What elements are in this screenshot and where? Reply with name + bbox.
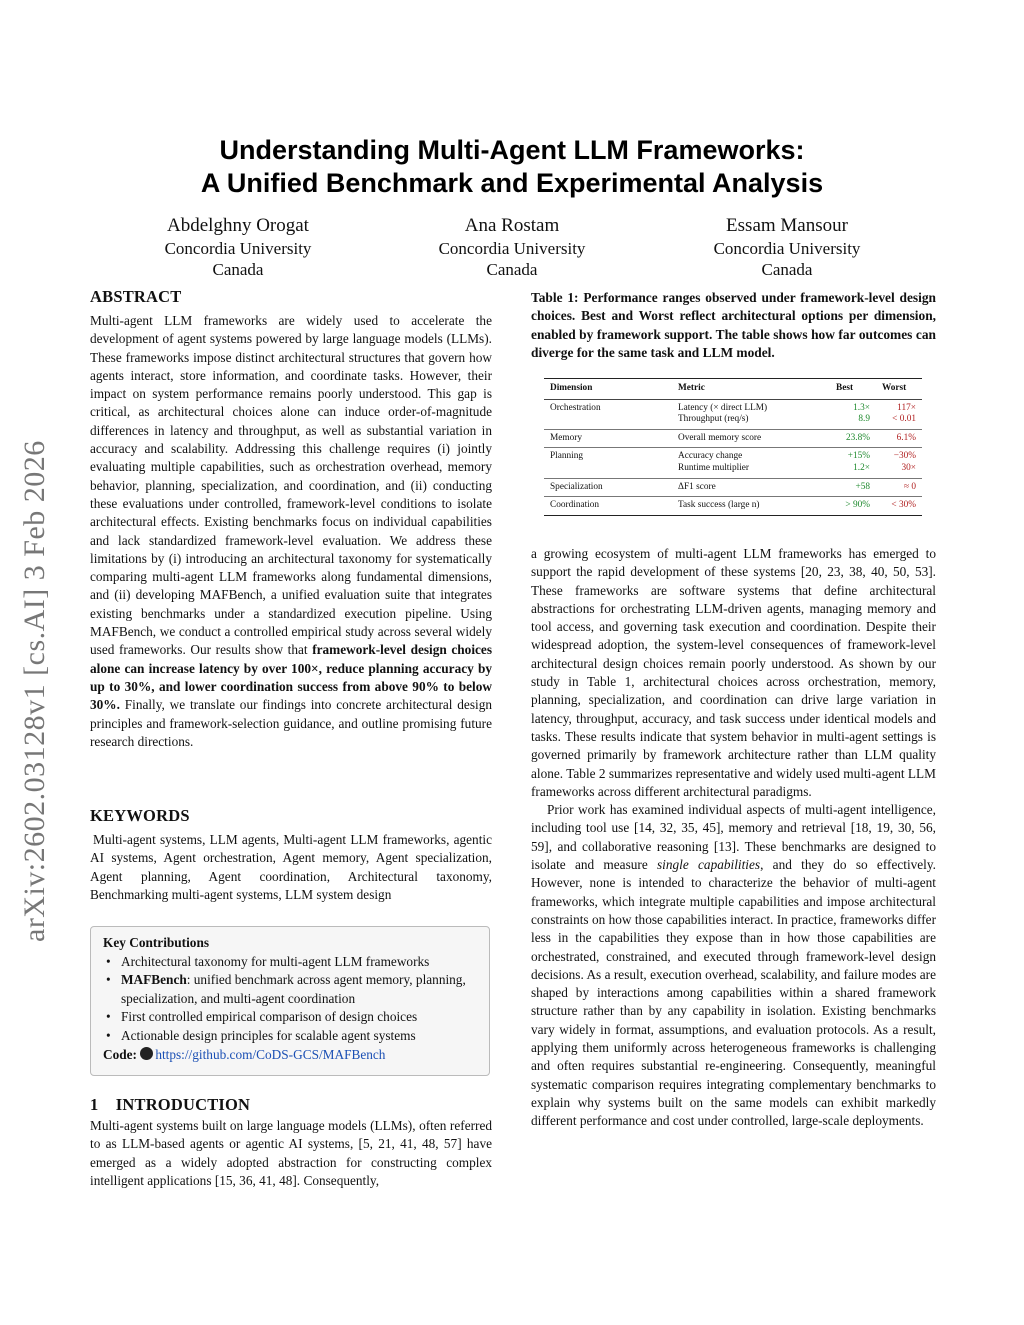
author-name: Ana Rostam (464, 215, 560, 236)
table1-caption (531, 289, 936, 363)
table-row (544, 448, 922, 478)
author-name: Abdelghny Orogat (167, 215, 309, 236)
abstract-text-bold: framework-level design choices alone can increase latency by over 100×, reduce planning accuracy by up to 30%, and lower coordination success from above 90% to below 30%. (90, 642, 492, 713)
keywords-heading: KEYWORDS (90, 806, 190, 825)
introduction-text-left: Multi-agent systems built on large language models (LLMs), often referred to as LLM-based agents or agentic AI systems, [5, 21, 41, 48, 57] have emerged as a widely adopted abstraction for constructing complex intelligent applications [15, 36, 41, 48]. Consequently, (90, 1118, 492, 1188)
worst-value: 117× (897, 402, 916, 413)
table-row (544, 497, 922, 516)
intro-p2-b: , and they do so effectively. However, none is intended to characterize the behavior of multi-agent frameworks, which integrate multiple capabilities and impose architectural constraints on how those capabilities interact. In practice, frameworks differ less in the capabilities they expose than in how those capabilities are orchestrated, constrained, and executed through framework-level design decisions. As a result, execution overhead, scalability, and failure modes are shaped by interactions among capabilities within a shared framework structure rather than by any capability in isolation. Existing benchmarks vary widely in format, assumptions, and evaluation protocols. As a result, applying them uniformly across heterogeneous frameworks is challenging and often requires substantial re-engineering. Consequently, meaningful systematic comparison requires integrating complementary benchmarks to explain why systems built on the same models can exhibit markedly different performance and cost under controlled, large-scale deployments. (531, 857, 936, 1129)
metric-line: Throughput (req/s) (678, 414, 749, 425)
table-cell-metric: ΔF1 score (672, 478, 830, 497)
abstract-heading: ABSTRACT (90, 287, 182, 306)
table-cell-best: +58 (830, 478, 876, 497)
table-header-worst: Worst (876, 379, 922, 400)
metric-line: Runtime multiplier (678, 462, 750, 473)
best-value: +15% (847, 451, 870, 462)
keywords-section (90, 806, 492, 904)
contribution-item: • Architectural taxonomy for multi-agent LLM frameworks (103, 953, 477, 972)
author-2 (382, 214, 642, 280)
table-cell-dimension: Planning (544, 448, 672, 478)
author-1 (108, 214, 368, 280)
abstract-text-b: Finally, we translate our findings into concrete architectural design principles and framework-selection guidance, and outline promising future research directions. (90, 697, 492, 749)
abstract-text (90, 312, 492, 751)
table-cell-dimension: Coordination (544, 497, 672, 516)
contributions-list (103, 953, 477, 1046)
table-cell-metric: Task success (large n) (672, 497, 830, 516)
code-link[interactable]: https://github.com/CoDS-GCS/MAFBench (155, 1046, 386, 1062)
author-affiliation: Concordia University (164, 239, 312, 258)
introduction-paragraph-2 (531, 801, 936, 1130)
introduction-right-column (531, 545, 936, 1131)
metric-line: Latency (× direct LLM) (678, 402, 768, 413)
best-value: 1.2× (853, 462, 870, 473)
contribution-item-bold: MAFBench (121, 972, 187, 988)
table-cell-best (830, 448, 876, 478)
arxiv-stamp: arXiv:2602.03128v1 [cs.AI] 3 Feb 2026 (18, 440, 51, 942)
best-value: 1.3× (853, 402, 870, 413)
author-country: Canada (486, 260, 538, 279)
author-affiliation: Concordia University (713, 239, 861, 258)
contribution-item: • First controlled empirical comparison of design choices (103, 1008, 477, 1027)
metric-line: Accuracy change (678, 451, 743, 462)
contributions-heading: Key Contributions (103, 935, 210, 950)
worst-value: 30× (901, 462, 916, 473)
abstract-text-a: Multi-agent LLM frameworks are widely used to accelerate the development of agent systems powered by large language models (LLMs). These frameworks impose distinct architectural structures that govern how agents interact, store information, and coordinate tasks. However, their impact on system performance remains poorly understood. This gap is critical, as architectural choices alone can induce order-of-magnitude differences in latency and throughput, as well as substantial variation in accuracy and scalability. Addressing this challenge requires (i) jointly evaluating multiple capabilities, such as orchestration overhead, memory behavior, planning, specialization, and coordination, and (ii) conducting these evaluations under controlled, framework-level conditions to isolate architectural effects. Existing benchmarks focus on individual capabilities and lack standardized framework-level evaluation. We address these limitations by (i) introducing an architectural taxonomy for systematically comparing multi-agent LLM frameworks along fundamental dimensions, and (ii) developing MAFBench, a unified evaluation suite that integrates existing benchmarks under a standardized execution pipeline. Using MAFBench, we conduct a controlled empirical study across several widely used frameworks. Our results show that (90, 313, 492, 658)
table-cell-worst (876, 399, 922, 429)
keywords-text: Multi-agent systems, LLM agents, Multi-agent LLM frameworks, agentic AI systems, Agent orchestration, Agent memory, Agent specialization, Agent planning, Agent coordination, Architectural taxonomy, Benchmarking multi-agent systems, LLM system design (90, 832, 492, 902)
table1-caption-text: Table 1: Performance ranges observed under framework-level design choices. Best and Worst reflect architectural options per dimension, enabled by framework support. The table shows how far outcomes can diverge for the same task and LLM model. (531, 290, 936, 361)
table-header-dimension: Dimension (544, 379, 672, 400)
contribution-item (103, 971, 477, 1008)
paper-title (0, 134, 1024, 200)
contribution-item: • Actionable design principles for scalable agent systems (103, 1027, 477, 1046)
table1 (544, 378, 922, 516)
introduction-paragraph-1: a growing ecosystem of multi-agent LLM frameworks has emerged to support the rapid development of these systems [20, 23, 38, 40, 50, 53]. These frameworks are software systems that define architectural abstractions for orchestrating LLM-driven agents, managing memory and tool access, and governing task execution and coordination. Despite their widespread adoption, the system-level consequences of framework-level architectural design choices remain poorly understood. As shown by our study in Table 1, architectural choices across orchestration, memory, planning, specialization, and coordination can drive large variation in latency, throughput, accuracy, and task success under identical models and tasks. These results indicate that system behavior in multi-agent settings is governed primarily by framework architecture rather than LLM quality alone. Table 2 summarizes representative and widely used multi-agent LLM frameworks across different architectural paradigms. (531, 546, 936, 799)
table-cell-best: 23.8% (830, 429, 876, 448)
worst-value: < 0.01 (892, 414, 916, 425)
author-affiliation: Concordia University (438, 239, 586, 258)
introduction-section (90, 1095, 492, 1190)
table-row (544, 478, 922, 497)
key-contributions-box (90, 926, 490, 1076)
introduction-heading: 1 INTRODUCTION (90, 1095, 251, 1114)
author-name: Essam Mansour (726, 215, 848, 236)
author-3 (657, 214, 917, 280)
table-header-best: Best (830, 379, 876, 400)
table-cell-dimension: Memory (544, 429, 672, 448)
author-country: Canada (212, 260, 264, 279)
author-country: Canada (761, 260, 813, 279)
title-line-2: A Unified Benchmark and Experimental Analysis (200, 168, 824, 198)
table-cell-metric: Overall memory score (672, 429, 830, 448)
table-cell-worst: 6.1% (876, 429, 922, 448)
table-cell-best (830, 399, 876, 429)
best-value: 8.9 (858, 414, 870, 425)
table-cell-dimension: Orchestration (550, 402, 601, 413)
title-line-1: Understanding Multi-Agent LLM Frameworks: (219, 135, 805, 165)
table-cell-best: > 90% (830, 497, 876, 516)
intro-p2-emphasis: single capabilities (657, 857, 761, 873)
table-cell-dimension: Specialization (544, 478, 672, 497)
table-row (544, 429, 922, 448)
code-line (103, 1046, 477, 1065)
code-label: Code: (103, 1046, 137, 1062)
table-header-row (544, 379, 922, 400)
abstract-section (90, 287, 492, 751)
table-cell-metric (672, 399, 830, 429)
table-row (544, 399, 922, 429)
intro-p2-a: Prior work has examined individual aspects of multi-agent intelligence, including tool use [14, 32, 35, 45], memory and retrieval [18, 19, 30, 56, 59], and collaborative reasoning [13]. These benchmarks are designed to isolate and measure (531, 802, 936, 873)
table-cell-worst (876, 448, 922, 478)
table-cell-worst: < 30% (876, 497, 922, 516)
table-cell-metric (672, 448, 830, 478)
github-icon (140, 1047, 153, 1060)
contribution-item-rest: : unified benchmark across agent memory, planning, specialization, and multi-agent coordination (121, 972, 466, 1006)
table-header-metric: Metric (672, 379, 830, 400)
worst-value: −30% (893, 451, 916, 462)
table-cell-worst: ≈ 0 (876, 478, 922, 497)
